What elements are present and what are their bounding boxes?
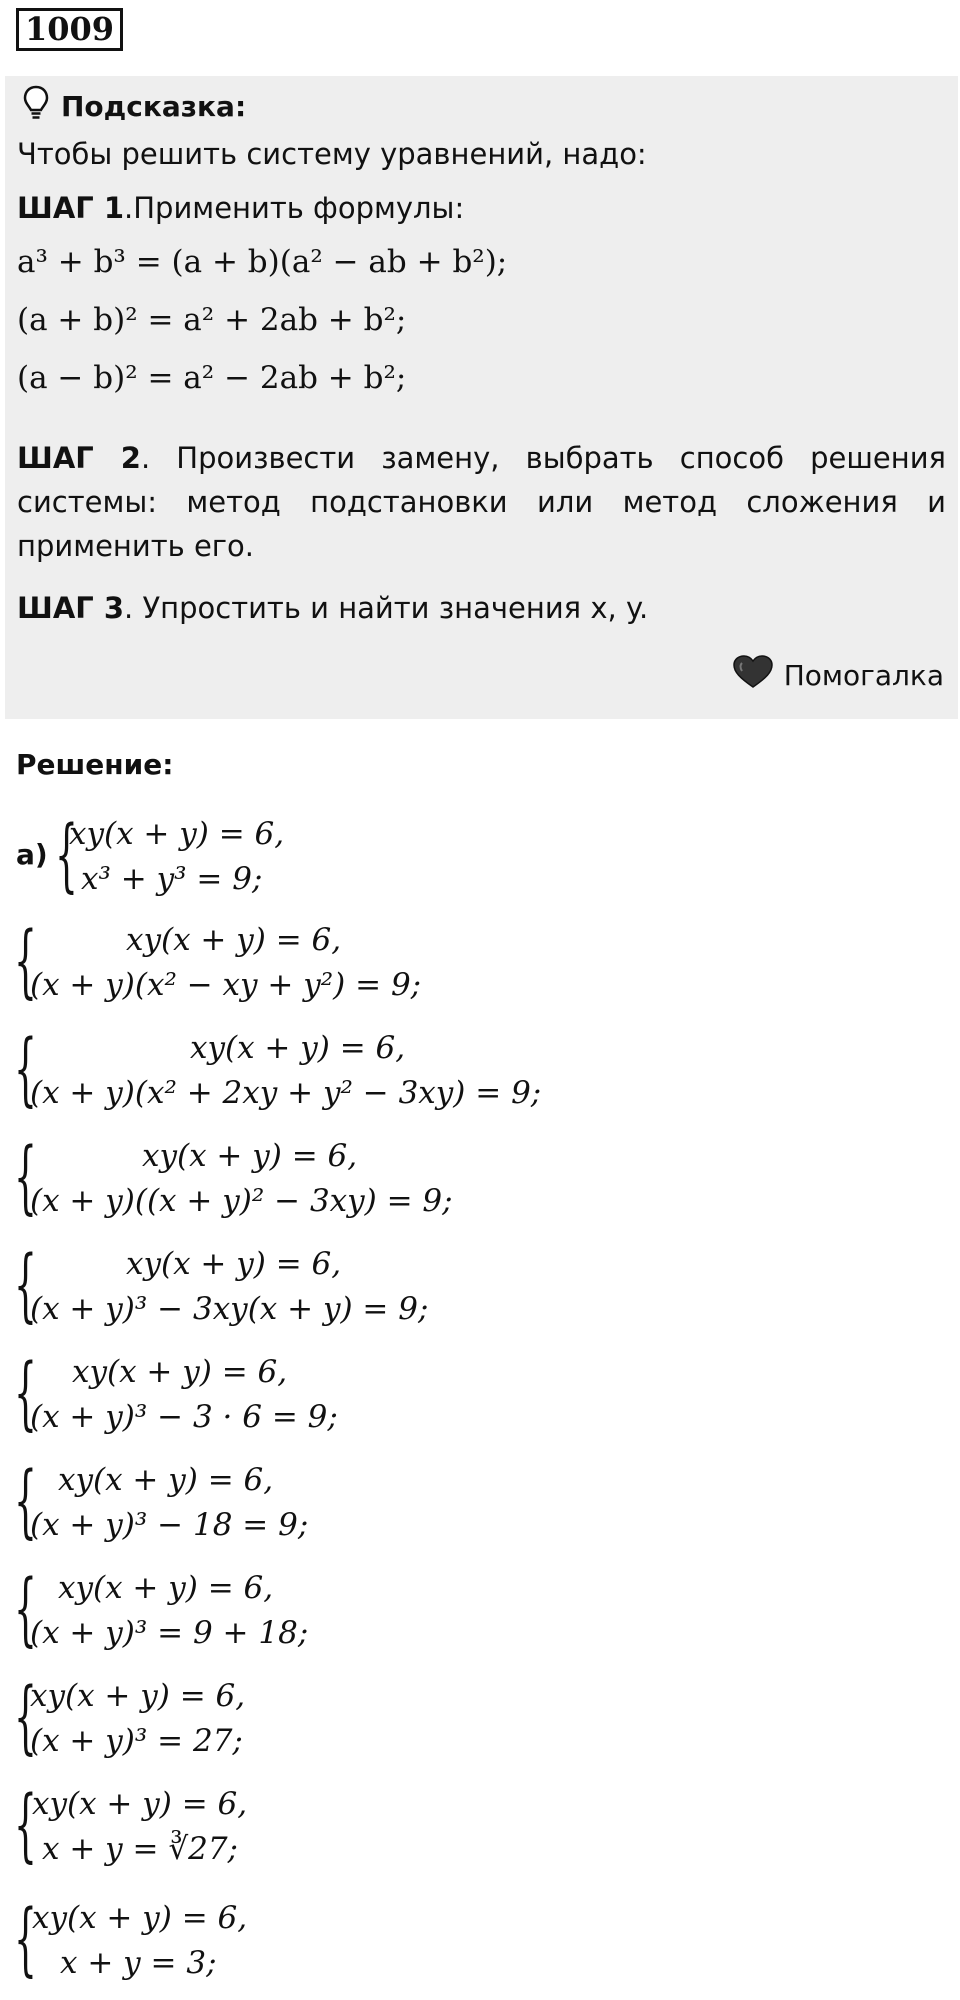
equation: (x + y)³ − 18 = 9; [30,1507,309,1543]
equation: (x + y)(x² − xy + y²) = 9; [30,967,422,1003]
formula-sum-of-cubes: a³ + b³ = (a + b)(a² − ab + b²); [17,244,508,280]
solution-title: Решение: [16,748,174,781]
equation: (x + y)³ = 27; [30,1723,243,1759]
left-brace: { [14,914,37,1007]
step-3-label: ШАГ 3 [17,591,125,625]
hint-panel [5,76,958,719]
equation: (x + y)³ − 3 · 6 = 9; [30,1399,338,1435]
equation: xy(x + y) = 6, [58,1462,274,1498]
equation: xy(x + y) = 6, [126,1246,342,1282]
hint-step-2 [17,436,946,568]
equation: xy(x + y) = 6, [142,1138,358,1174]
heart-icon [732,654,774,697]
left-brace: { [14,1130,37,1223]
equation: x + y = 3; [60,1945,217,1981]
left-brace: { [14,1670,37,1763]
left-brace: { [14,1778,37,1871]
equation: xy(x + y) = 6, [32,1786,248,1822]
equation: (x + y)((x + y)² − 3xy) = 9; [30,1183,453,1219]
step-3-text: . Упростить и найти значения x, y. [124,591,649,625]
left-brace: { [14,1892,37,1985]
left-brace: { [14,1238,37,1331]
equation: x + y = ∛27; [42,1831,239,1867]
step-1-label: ШАГ 1 [17,191,125,225]
equation: xy(x + y) = 6, [69,816,285,852]
equation: xy(x + y) = 6, [58,1570,274,1606]
part-a-label: а) [16,838,48,871]
hint-header [23,86,246,126]
task-number: 1009 [16,8,123,51]
equation: xy(x + y) = 6, [30,1678,246,1714]
hint-step-3 [17,586,946,630]
equation: (x + y)³ − 3xy(x + y) = 9; [30,1291,429,1327]
left-brace: { [55,808,78,901]
equation: x³ + y³ = 9; [81,861,263,897]
left-brace: { [14,1562,37,1655]
left-brace: { [14,1346,37,1439]
formula-square-of-sum: (a + b)² = a² + 2ab + b²; [17,302,407,338]
equation: xy(x + y) = 6, [72,1354,288,1390]
step-2-text: . Произвести замену, выбрать способ решения системы: метод подстановки или метод сложения и применить его. [17,441,946,563]
left-brace: { [14,1454,37,1547]
hint-intro: Чтобы решить систему уравнений, надо: [17,137,647,171]
lightbulb-icon [23,85,49,128]
brand-name: Помогалка [783,659,944,692]
step-2-label: ШАГ 2 [17,441,141,475]
formula-square-of-difference: (a − b)² = a² − 2ab + b²; [17,360,407,396]
step-1-text: .Применить формулы: [124,191,465,225]
equation: (x + y)(x² + 2xy + y² − 3xy) = 9; [30,1075,542,1111]
left-brace: { [14,1022,37,1115]
equation: xy(x + y) = 6, [190,1030,406,1066]
hint-title: Подсказка: [61,89,247,123]
hint-step-1 [17,186,946,230]
equation: (x + y)³ = 9 + 18; [30,1615,309,1651]
equation: xy(x + y) = 6, [126,922,342,958]
equation: xy(x + y) = 6, [32,1900,248,1936]
brand-badge [732,654,944,697]
